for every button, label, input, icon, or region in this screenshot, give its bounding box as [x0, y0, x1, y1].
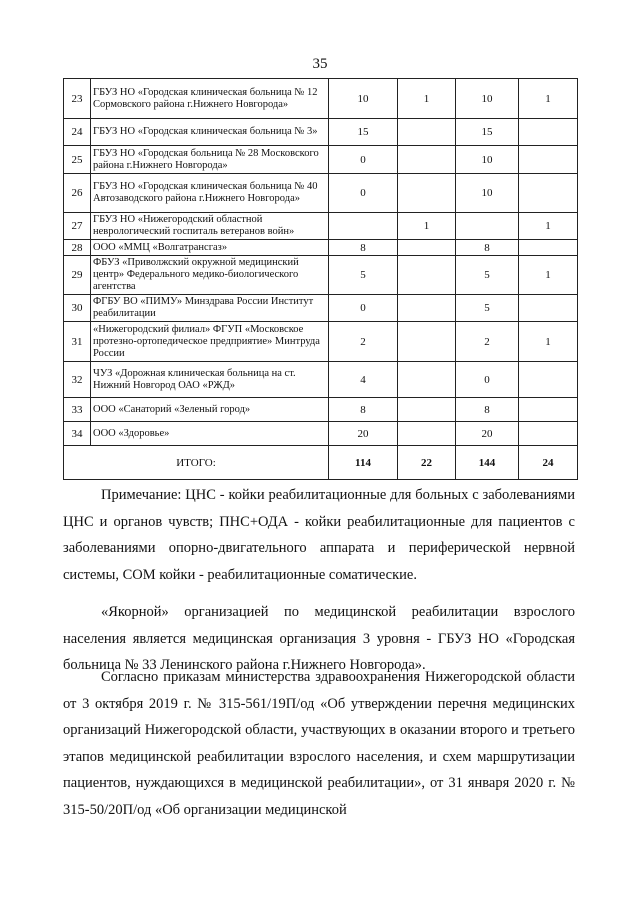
row-number: 33	[64, 398, 91, 422]
table-row	[64, 174, 578, 213]
cns-beds: 2	[329, 322, 398, 362]
row-number: 26	[64, 174, 91, 213]
table-row	[64, 146, 578, 174]
cns-beds-children	[398, 362, 456, 398]
table-row	[64, 119, 578, 146]
pns-oda-beds-children: 1	[519, 79, 578, 119]
cns-beds: 10	[329, 79, 398, 119]
organization-name: ЧУЗ «Дорожная клиническая больница на ст. Нижний Новгород ОАО «РЖД»	[91, 362, 329, 398]
pns-oda-beds: 10	[456, 146, 519, 174]
orders-section	[63, 664, 575, 823]
cns-beds: 0	[329, 174, 398, 213]
cns-beds-children	[398, 119, 456, 146]
pns-oda-beds: 10	[456, 174, 519, 213]
row-number: 23	[64, 79, 91, 119]
cns-beds: 0	[329, 146, 398, 174]
total-row	[64, 446, 578, 480]
organization-name: ООО «ММЦ «Волгатрансгаз»	[91, 240, 329, 256]
pns-oda-beds: 0	[456, 362, 519, 398]
table-row	[64, 295, 578, 322]
table-row	[64, 256, 578, 295]
total-cns-beds-children: 22	[398, 446, 456, 480]
row-number: 31	[64, 322, 91, 362]
table-row	[64, 322, 578, 362]
cns-beds-children: 1	[398, 213, 456, 240]
pns-oda-beds: 5	[456, 295, 519, 322]
cns-beds-children	[398, 256, 456, 295]
row-number: 32	[64, 362, 91, 398]
cns-beds-children: 1	[398, 79, 456, 119]
pns-oda-beds: 5	[456, 256, 519, 295]
pns-oda-beds: 8	[456, 398, 519, 422]
orders-paragraph: Согласно приказам министерства здравоохранения Нижегородской области от 3 октября 2019 г. № 315-561/19П/од «Об утверждении перечня медицинских организаций Нижегородской области, участвующих в оказании второго и третьего этапов медицинской реабилитации взрослого населения, и схем маршрутизации пациентов, нуждающихся в медицинской реабилитации», от 31 января 2020 г. № 315-50/20П/од «Об организации медицинской	[63, 669, 575, 818]
pns-oda-beds-children: 1	[519, 322, 578, 362]
organization-name: ГБУЗ НО «Городская клиническая больница № 40 Автозаводского района г.Нижнего Новгорода»	[91, 174, 329, 213]
cns-beds-children	[398, 240, 456, 256]
cns-beds: 8	[329, 240, 398, 256]
organization-name: ГБУЗ НО «Нижегородский областной неврологический госпиталь ветеранов войн»	[91, 213, 329, 240]
note-section	[63, 482, 575, 588]
pns-oda-beds: 10	[456, 79, 519, 119]
cns-beds-children	[398, 146, 456, 174]
row-number: 34	[64, 422, 91, 446]
total-cns-beds: 114	[329, 446, 398, 480]
cns-beds: 0	[329, 295, 398, 322]
page-number: 35	[312, 56, 328, 72]
pns-oda-beds-children: 1	[519, 256, 578, 295]
table-row	[64, 398, 578, 422]
organization-name: ГБУЗ НО «Городская клиническая больница № 3»	[91, 119, 329, 146]
pns-oda-beds-children: 1	[519, 213, 578, 240]
total-pns-oda-beds-children: 24	[519, 446, 578, 480]
row-number: 30	[64, 295, 91, 322]
row-number: 27	[64, 213, 91, 240]
pns-oda-beds: 2	[456, 322, 519, 362]
table-row	[64, 79, 578, 119]
pns-oda-beds-children	[519, 240, 578, 256]
cns-beds	[329, 213, 398, 240]
total-pns-oda-beds: 144	[456, 446, 519, 480]
pns-oda-beds-children	[519, 362, 578, 398]
hospital-beds-table	[63, 78, 578, 480]
pns-oda-beds-children	[519, 146, 578, 174]
pns-oda-beds-children	[519, 295, 578, 322]
cns-beds-children	[398, 174, 456, 213]
cns-beds: 4	[329, 362, 398, 398]
organization-name: ООО «Здоровье»	[91, 422, 329, 446]
cns-beds-children	[398, 322, 456, 362]
pns-oda-beds: 15	[456, 119, 519, 146]
pns-oda-beds-children	[519, 174, 578, 213]
cns-beds: 15	[329, 119, 398, 146]
total-label: ИТОГО:	[64, 446, 329, 480]
cns-beds-children	[398, 295, 456, 322]
cns-beds: 8	[329, 398, 398, 422]
pns-oda-beds-children	[519, 119, 578, 146]
pns-oda-beds-children	[519, 422, 578, 446]
table-row	[64, 213, 578, 240]
pns-oda-beds: 20	[456, 422, 519, 446]
table-row	[64, 422, 578, 446]
organization-name: ГБУЗ НО «Городская больница № 28 Московского района г.Нижнего Новгорода»	[91, 146, 329, 174]
organization-name: ГБУЗ НО «Городская клиническая больница № 12 Сормовского района г.Нижнего Новгорода»	[91, 79, 329, 119]
pns-oda-beds	[456, 213, 519, 240]
cns-beds-children	[398, 398, 456, 422]
cns-beds: 5	[329, 256, 398, 295]
row-number: 24	[64, 119, 91, 146]
organization-name: ФГБУ ВО «ПИМУ» Минздрава России Институт реабилитации	[91, 295, 329, 322]
table-row	[64, 362, 578, 398]
row-number: 25	[64, 146, 91, 174]
cns-beds: 20	[329, 422, 398, 446]
organization-name: ФБУЗ «Приволжский окружной медицинский центр» Федерального медико-биологического агентства	[91, 256, 329, 295]
organization-name: «Нижегородский филиал» ФГУП «Московское протезно-ортопедическое предприятие» Минтруда России	[91, 322, 329, 362]
note-paragraph: Примечание: ЦНС - койки реабилитационные для больных с заболеваниями ЦНС и органов чувств; ПНС+ОДА - койки реабилитационные для пациентов с заболеваниями опорно-двигательного аппарата и периферической нервной системы, СОМ койки - реабилитационные соматические.	[63, 487, 575, 583]
organization-name: ООО «Санаторий «Зеленый город»	[91, 398, 329, 422]
pns-oda-beds-children	[519, 398, 578, 422]
row-number: 28	[64, 240, 91, 256]
anchor-paragraph: «Якорной» организацией по медицинской реабилитации взрослого населения является медицинская организация 3 уровня - ГБУЗ НО «Городская больница № 33 Ленинского района г.Нижнего Новгорода».	[63, 604, 575, 673]
pns-oda-beds: 8	[456, 240, 519, 256]
cns-beds-children	[398, 422, 456, 446]
table-row	[64, 240, 578, 256]
row-number: 29	[64, 256, 91, 295]
